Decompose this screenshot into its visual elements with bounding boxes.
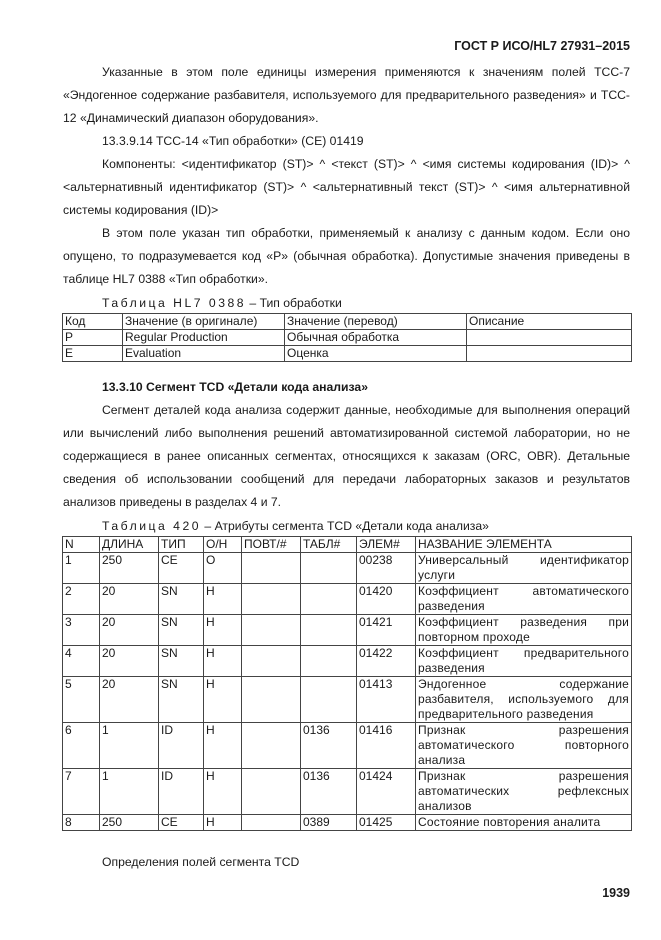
section-heading-13-3-10: 13.3.10 Сегмент TCD «Детали кода анализа» [102,380,368,394]
table-cell: Коэффициент разведения при повторном проходе [416,615,632,646]
paragraph-units: Указанные в этом поле единицы измерения применяются к значениям полей TCC-7 «Эндогенное содержание разбавителя, используемого для предварительного разведения» и TCC-12 «Динамический диапазон оборудования». [63,65,630,125]
table-cell [301,646,357,677]
table-cell: 2 [63,584,100,615]
table-cell: 01422 [357,646,416,677]
table1-caption [63,293,630,313]
table-cell: Коэффициент предварительного разведения [416,646,632,677]
table-cell: H [204,769,242,815]
table-cell: 8 [63,815,100,831]
table-cell [242,769,301,815]
column-header: Значение (в оригинале) [123,314,285,330]
table-cell [467,346,632,362]
page-number: 1939 [602,886,630,900]
table-cell [467,330,632,346]
table-row [63,346,632,362]
column-header: ЭЛЕМ# [357,537,416,553]
column-header: НАЗВАНИЕ ЭЛЕМЕНТА [416,537,632,553]
table-cell: CE [159,815,204,831]
table-cell: O [204,553,242,584]
definitions-heading: Определения полей сегмента TCD [102,855,300,869]
column-header: Код [63,314,123,330]
table-cell: H [204,615,242,646]
table-cell: H [204,677,242,723]
table2-caption-text: – Атрибуты сегмента TCD «Детали кода анализа» [201,519,489,533]
table-cell: 1 [63,553,100,584]
table-cell: Regular Production [123,330,285,346]
paragraph-processing-type: В этом поле указан тип обработки, применяемый к анализу с данным кодом. Если оно опущено, то подразумевается код «P» (обычная обработка). Допустимые значения приведены в таблице HL7 0388 «Тип обработки». [63,226,630,286]
table-cell: H [204,815,242,831]
table-cell: H [204,723,242,769]
table-cell: 0389 [301,815,357,831]
table2-caption [63,516,630,536]
table2-caption-prefix: Таблица 420 [102,519,202,533]
table-cell [242,615,301,646]
table-cell: 6 [63,723,100,769]
table-cell: ID [159,723,204,769]
column-header: О/Н [204,537,242,553]
table-cell [301,584,357,615]
table-row [63,723,632,769]
table-cell [301,677,357,723]
table-cell: 1 [100,723,159,769]
table-cell: 01421 [357,615,416,646]
table-row [63,677,632,723]
table-cell: 01424 [357,769,416,815]
table-cell: 01413 [357,677,416,723]
table-cell: 0136 [301,723,357,769]
table-cell: Evaluation [123,346,285,362]
table-cell: SN [159,584,204,615]
table-cell: 01420 [357,584,416,615]
table-header-row [63,537,632,553]
column-header: ТИП [159,537,204,553]
table-cell: 20 [100,584,159,615]
table-row [63,330,632,346]
column-header: ПОВТ/# [242,537,301,553]
table-cell: Эндогенное содержание разбавителя, используемого для предварительного разведения [416,677,632,723]
table-cell: 5 [63,677,100,723]
table-cell: SN [159,677,204,723]
column-header: ДЛИНА [100,537,159,553]
table-cell: H [204,646,242,677]
table-row [63,553,632,584]
table-cell [242,815,301,831]
table1-caption-prefix: Таблица HL7 0388 [102,296,247,310]
table-cell: 3 [63,615,100,646]
table-cell: SN [159,615,204,646]
paragraph-tcd-segment: Сегмент деталей кода анализа содержит данные, необходимые для выполнения операций или вычислений либо выполнения решений автоматизированной системой лаборатории, но не содержащиеся в ранее описанных сегментах, относящихся к заказам (ORC, OBR). Детальные сведения об использовании сообщений для передачи лабораторных заказов и результатов анализов приведены в разделах 4 и 7. [63,403,630,509]
table1-caption-text: – Тип обработки [246,296,342,310]
table-cell: E [63,346,123,362]
column-header: Описание [467,314,632,330]
table-row [63,815,632,831]
table-cell: Признак разрешения автоматических рефлексных анализов [416,769,632,815]
table-row [63,646,632,677]
table-cell: Признак разрешения автоматического повторного анализа [416,723,632,769]
table-cell: 250 [100,815,159,831]
table-cell [242,584,301,615]
table-cell: 00238 [357,553,416,584]
table-cell: 4 [63,646,100,677]
section-heading-13-3-9-14: 13.3.9.14 TCC-14 «Тип обработки» (CE) 01419 [102,134,364,148]
table-cell [301,553,357,584]
table-cell: Коэффициент автоматического разведения [416,584,632,615]
table-row [63,769,632,815]
table-420-tcd-attributes [62,536,632,831]
table-cell [242,677,301,723]
paragraph-components: Компоненты: <идентификатор (ST)> ^ <текст (ST)> ^ <имя системы кодирования (ID)> ^ <альтернативный идентификатор (ST)> ^ <альтернативный текст (ST)> ^ <имя альтернативной системы кодирования (ID)> [63,157,630,217]
table-cell: CE [159,553,204,584]
column-header: ТАБЛ# [301,537,357,553]
table-row [63,615,632,646]
table-row [63,584,632,615]
column-header: N [63,537,100,553]
table-cell: Универсальный идентификатор услуги [416,553,632,584]
table-cell: 250 [100,553,159,584]
table-hl7-0388 [62,313,632,362]
table-cell: 01425 [357,815,416,831]
table-cell [242,553,301,584]
table-cell: 7 [63,769,100,815]
table-cell: 20 [100,615,159,646]
table-cell: 0136 [301,769,357,815]
table-cell: SN [159,646,204,677]
table-cell: H [204,584,242,615]
table-cell: 1 [100,769,159,815]
table-cell [242,723,301,769]
table-header-row [63,314,632,330]
table-cell: 20 [100,677,159,723]
column-header: Значение (перевод) [285,314,467,330]
table-cell: 20 [100,646,159,677]
table-cell: ID [159,769,204,815]
table-cell: Состояние повторения аналита [416,815,632,831]
table-cell: 01416 [357,723,416,769]
table-cell [242,646,301,677]
table-cell: Обычная обработка [285,330,467,346]
document-header: ГОСТ Р ИСО/HL7 27931–2015 [454,39,630,53]
table-cell [301,615,357,646]
table-cell: Оценка [285,346,467,362]
table-cell: P [63,330,123,346]
